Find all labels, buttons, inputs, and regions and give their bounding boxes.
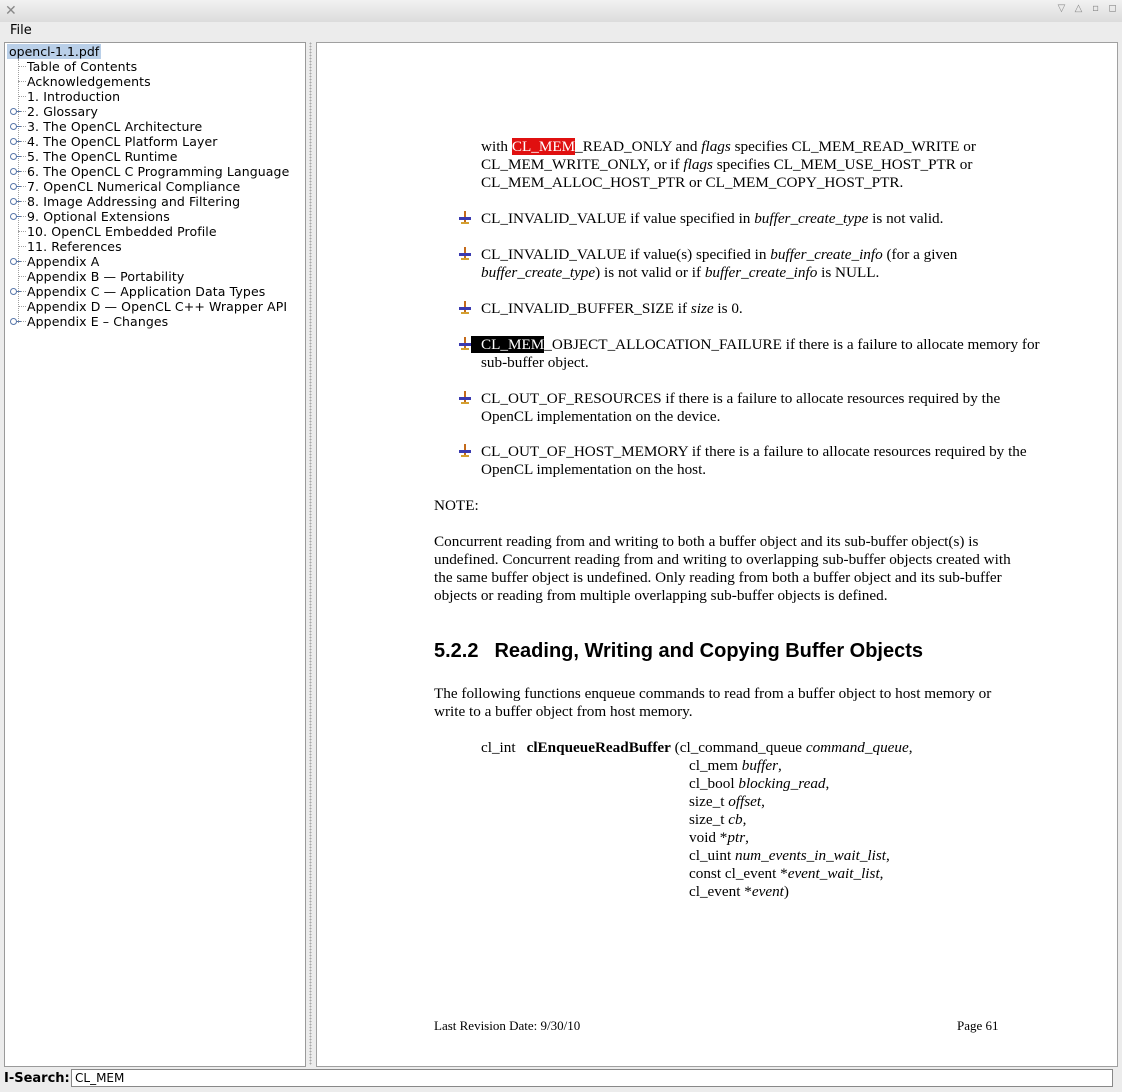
- text-line: with CL_MEM_READ_ONLY and flags specifies CL_MEM_READ_WRITE or: [481, 138, 976, 155]
- outline-item[interactable]: 2. Glossary: [27, 104, 99, 119]
- function-param: cl_mem buffer,: [689, 757, 782, 774]
- text-line: buffer_create_type) is not valid or if buffer_create_info is NULL.: [481, 264, 880, 281]
- tree-connector: [18, 66, 26, 67]
- expand-toggle-icon[interactable]: [10, 197, 18, 205]
- isearch-bar: [0, 1067, 1122, 1092]
- menu-file[interactable]: File: [10, 23, 32, 38]
- outline-item[interactable]: 7. OpenCL Numerical Compliance: [27, 179, 241, 194]
- bullet-icon: [458, 444, 472, 458]
- text-line: CL_OUT_OF_RESOURCES if there is a failure to allocate resources required by the: [481, 390, 1001, 407]
- expand-toggle-icon[interactable]: [10, 212, 18, 220]
- outline-item[interactable]: Appendix A: [27, 254, 100, 269]
- expand-toggle-icon[interactable]: [10, 152, 18, 160]
- maximize-icon[interactable]: ◻: [1108, 3, 1117, 14]
- expand-toggle-icon[interactable]: [10, 167, 18, 175]
- text-line: CL_MEM_OBJECT_ALLOCATION_FAILURE if there is a failure to allocate memory for: [471, 336, 1040, 354]
- menu-bar: [0, 22, 1122, 41]
- function-param: const cl_event *event_wait_list,: [689, 865, 884, 882]
- pane-splitter[interactable]: [306, 42, 315, 1065]
- shade-down-icon[interactable]: ▽: [1057, 3, 1066, 14]
- expand-toggle-icon[interactable]: [10, 317, 18, 325]
- text-line: the same buffer object is undefined. Only reading from both a buffer object and its sub-buffer: [434, 569, 1002, 586]
- outline-item[interactable]: 3. The OpenCL Architecture: [27, 119, 203, 134]
- text-line: The following functions enqueue commands to read from a buffer object to host memory or: [434, 685, 992, 702]
- outline-item[interactable]: Acknowledgements: [27, 74, 151, 89]
- note-label: NOTE:: [434, 497, 479, 514]
- function-param: cl_bool blocking_read,: [689, 775, 830, 792]
- text-line: CL_INVALID_VALUE if value specified in buffer_create_type is not valid.: [481, 210, 944, 227]
- tree-connector: [18, 276, 26, 277]
- text-line: objects or reading from multiple overlapping sub-buffer objects is defined.: [434, 587, 888, 604]
- bullet-icon: [458, 211, 472, 225]
- function-param: size_t cb,: [689, 811, 747, 828]
- tree-connector: [18, 306, 26, 307]
- outline-item[interactable]: Appendix E – Changes: [27, 314, 169, 329]
- text-line: CL_OUT_OF_HOST_MEMORY if there is a failure to allocate resources required by the: [481, 443, 1027, 460]
- outline-sidebar[interactable]: [4, 42, 306, 1067]
- text-line: CL_MEM_ALLOC_HOST_PTR or CL_MEM_COPY_HOST_PTR.: [481, 174, 904, 191]
- outline-item[interactable]: 9. Optional Extensions: [27, 209, 170, 224]
- tree-connector: [18, 246, 26, 247]
- tree-connector: [18, 96, 26, 97]
- text-line: CL_MEM_WRITE_ONLY, or if flags specifies CL_MEM_USE_HOST_PTR or: [481, 156, 973, 173]
- expand-toggle-icon[interactable]: [10, 137, 18, 145]
- outline-item[interactable]: 11. References: [27, 239, 122, 254]
- function-param: void *ptr,: [689, 829, 749, 846]
- function-param: cl_event *event): [689, 883, 789, 900]
- expand-toggle-icon[interactable]: [10, 257, 18, 265]
- close-icon[interactable]: ✕: [5, 3, 17, 19]
- isearch-label: I-Search:: [4, 1071, 70, 1086]
- function-param: cl_uint num_events_in_wait_list,: [689, 847, 890, 864]
- search-match-highlight: CL_MEM: [511, 138, 576, 155]
- isearch-input[interactable]: [71, 1069, 1113, 1087]
- text-line: OpenCL implementation on the device.: [481, 408, 721, 425]
- outline-item[interactable]: 4. The OpenCL Platform Layer: [27, 134, 218, 149]
- bullet-icon: [458, 391, 472, 405]
- outline-item[interactable]: Table of Contents: [27, 59, 138, 74]
- outline-item[interactable]: Appendix C — Application Data Types: [27, 284, 266, 299]
- shade-up-icon[interactable]: △: [1074, 3, 1083, 14]
- tree-connector: [18, 81, 26, 82]
- tree-guide-line: [18, 59, 19, 323]
- expand-toggle-icon[interactable]: [10, 107, 18, 115]
- section-heading: 5.2.2 Reading, Writing and Copying Buffer Objects: [434, 640, 924, 662]
- bullet-icon: [458, 301, 472, 315]
- minimize-icon[interactable]: ▫: [1092, 3, 1099, 14]
- text-line: write to a buffer object from host memory.: [434, 703, 693, 720]
- outline-item[interactable]: 5. The OpenCL Runtime: [27, 149, 178, 164]
- function-signature: cl_int clEnqueueReadBuffer (cl_command_queue command_queue,: [481, 739, 913, 756]
- outline-item[interactable]: Appendix D — OpenCL C++ Wrapper API: [27, 299, 288, 314]
- expand-toggle-icon[interactable]: [10, 287, 18, 295]
- text-line: Concurrent reading from and writing to both a buffer object and its sub-buffer object(s) is: [434, 533, 979, 550]
- tree-connector: [18, 231, 26, 232]
- footer-revision-date: Last Revision Date: 9/30/10: [434, 1018, 581, 1033]
- outline-root[interactable]: opencl-1.1.pdf: [9, 44, 100, 59]
- function-param: size_t offset,: [689, 793, 765, 810]
- text-line: CL_INVALID_BUFFER_SIZE if size is 0.: [481, 300, 743, 317]
- outline-item[interactable]: 10. OpenCL Embedded Profile: [27, 224, 217, 239]
- expand-toggle-icon[interactable]: [10, 182, 18, 190]
- title-bar: [0, 0, 1122, 23]
- bullet-icon: [458, 247, 472, 261]
- bullet-icon: [458, 337, 472, 351]
- text-line: CL_INVALID_VALUE if value(s) specified in buffer_create_info (for a given: [481, 246, 958, 263]
- expand-toggle-icon[interactable]: [10, 122, 18, 130]
- outline-item[interactable]: 6. The OpenCL C Programming Language: [27, 164, 290, 179]
- text-line: undefined. Concurrent reading from and writing to overlapping sub-buffer objects created with: [434, 551, 1011, 568]
- text-line: sub-buffer object.: [481, 354, 589, 371]
- document-view[interactable]: [316, 42, 1118, 1067]
- text-line: OpenCL implementation on the host.: [481, 461, 707, 478]
- outline-item[interactable]: 1. Introduction: [27, 89, 121, 104]
- footer-page-number: Page 61: [957, 1018, 999, 1033]
- search-match-current: CL_MEM: [471, 336, 544, 353]
- outline-item[interactable]: 8. Image Addressing and Filtering: [27, 194, 241, 209]
- outline-item[interactable]: Appendix B — Portability: [27, 269, 185, 284]
